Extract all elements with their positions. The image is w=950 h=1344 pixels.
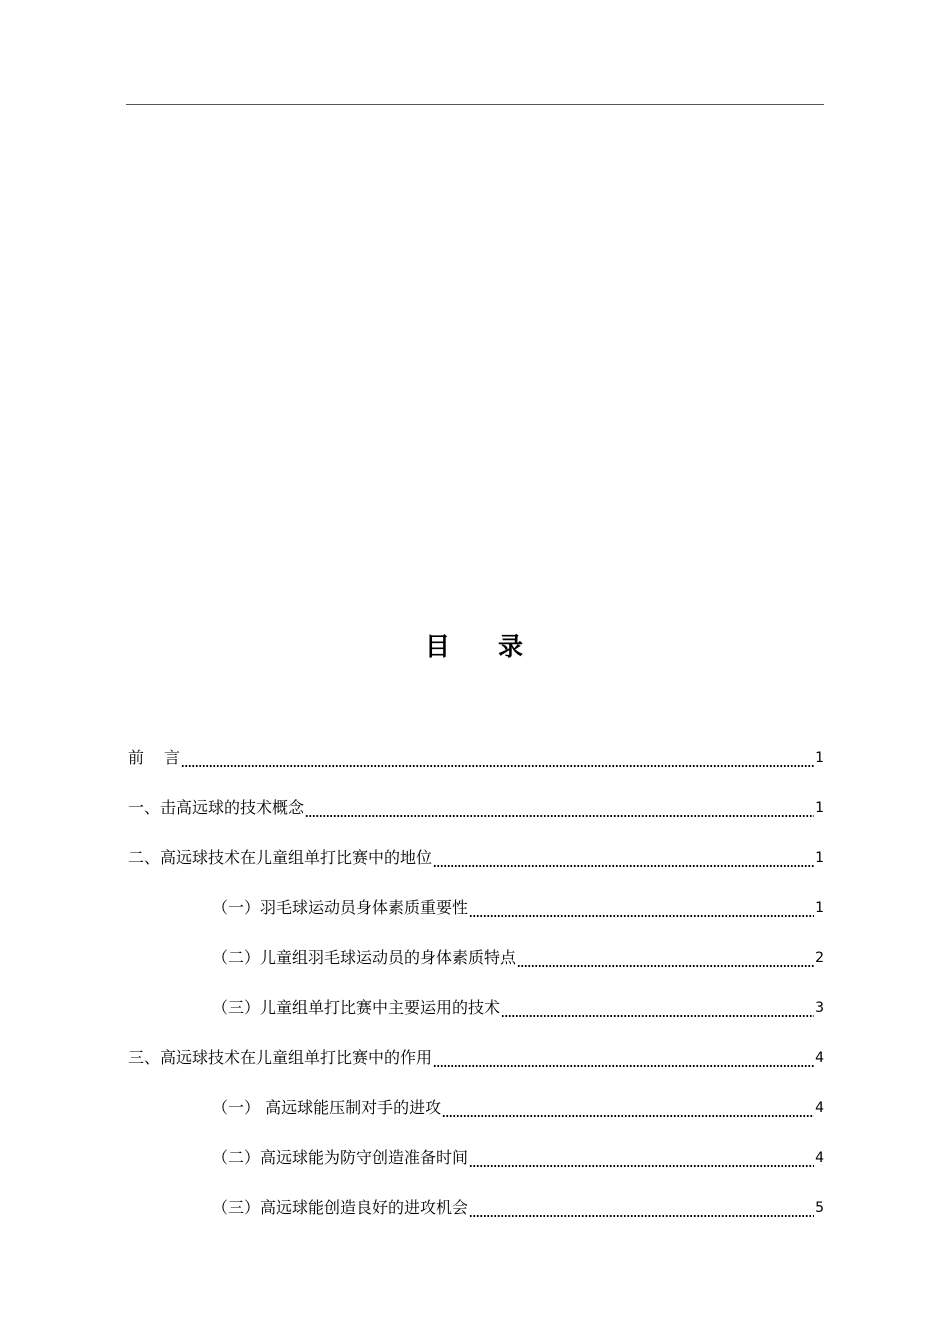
toc-dot-leader [433,1043,814,1073]
toc-dot-leader [433,843,814,873]
toc-subentry[interactable] [128,993,824,1043]
toc-dot-leader [501,993,814,1023]
toc-entry-page: 2 [815,950,824,966]
toc-subentry[interactable] [128,1143,824,1193]
toc-entry-page: 3 [815,1000,824,1016]
toc-dot-leader [469,1143,814,1173]
toc-entry-page: 1 [815,850,824,866]
toc-entry-text: （一） 高远球能压制对手的进攻 [212,1098,442,1117]
toc-dot-leader [181,743,814,773]
toc-dot-leader [469,1193,814,1223]
toc-entry-page: 4 [815,1050,824,1066]
toc-entry[interactable] [128,1043,824,1093]
toc-entry-page: 1 [815,900,824,916]
toc-entry-text: 二、高远球技术在儿童组单打比赛中的地位 [128,848,433,867]
toc-entry-text: 三、高远球技术在儿童组单打比赛中的作用 [128,1048,433,1067]
toc-dot-leader [469,893,814,923]
toc-entry-text-part: 言 [164,748,181,767]
toc-entry-page: 5 [815,1200,824,1216]
toc-entry-text-part: 前 [128,748,145,767]
toc-entry-page: 1 [815,750,824,766]
toc-subentry[interactable] [128,1193,824,1243]
toc-subentry[interactable] [128,1093,824,1143]
toc-dot-leader [305,793,814,823]
toc-entry-page: 4 [815,1150,824,1166]
toc-entry-text [128,743,180,773]
toc-title-char-1: 目 [424,632,452,661]
toc-entry[interactable] [128,843,824,893]
toc-entry-text: （三）高远球能创造良好的进攻机会 [212,1198,469,1217]
toc-entry-text: （二）儿童组羽毛球运动员的身体素质特点 [212,948,517,967]
toc-dot-leader [442,1093,814,1123]
toc-entry-page: 1 [815,800,824,816]
toc-entry[interactable] [128,793,824,843]
toc-entry-page: 4 [815,1100,824,1116]
header-rule [126,104,824,105]
toc-entry-text: （三）儿童组单打比赛中主要运用的技术 [212,998,501,1017]
toc-entry-text: 一、击高远球的技术概念 [128,798,305,817]
toc-entry-preface[interactable] [128,743,824,793]
toc-list [128,743,824,1243]
toc-entry-text: （二）高远球能为防守创造准备时间 [212,1148,469,1167]
toc-subentry[interactable] [128,893,824,943]
toc-title-char-2: 录 [498,632,526,661]
toc-entry-text: （一）羽毛球运动员身体素质重要性 [212,898,469,917]
toc-subentry[interactable] [128,943,824,993]
toc-title [0,628,950,666]
toc-dot-leader [517,943,814,973]
